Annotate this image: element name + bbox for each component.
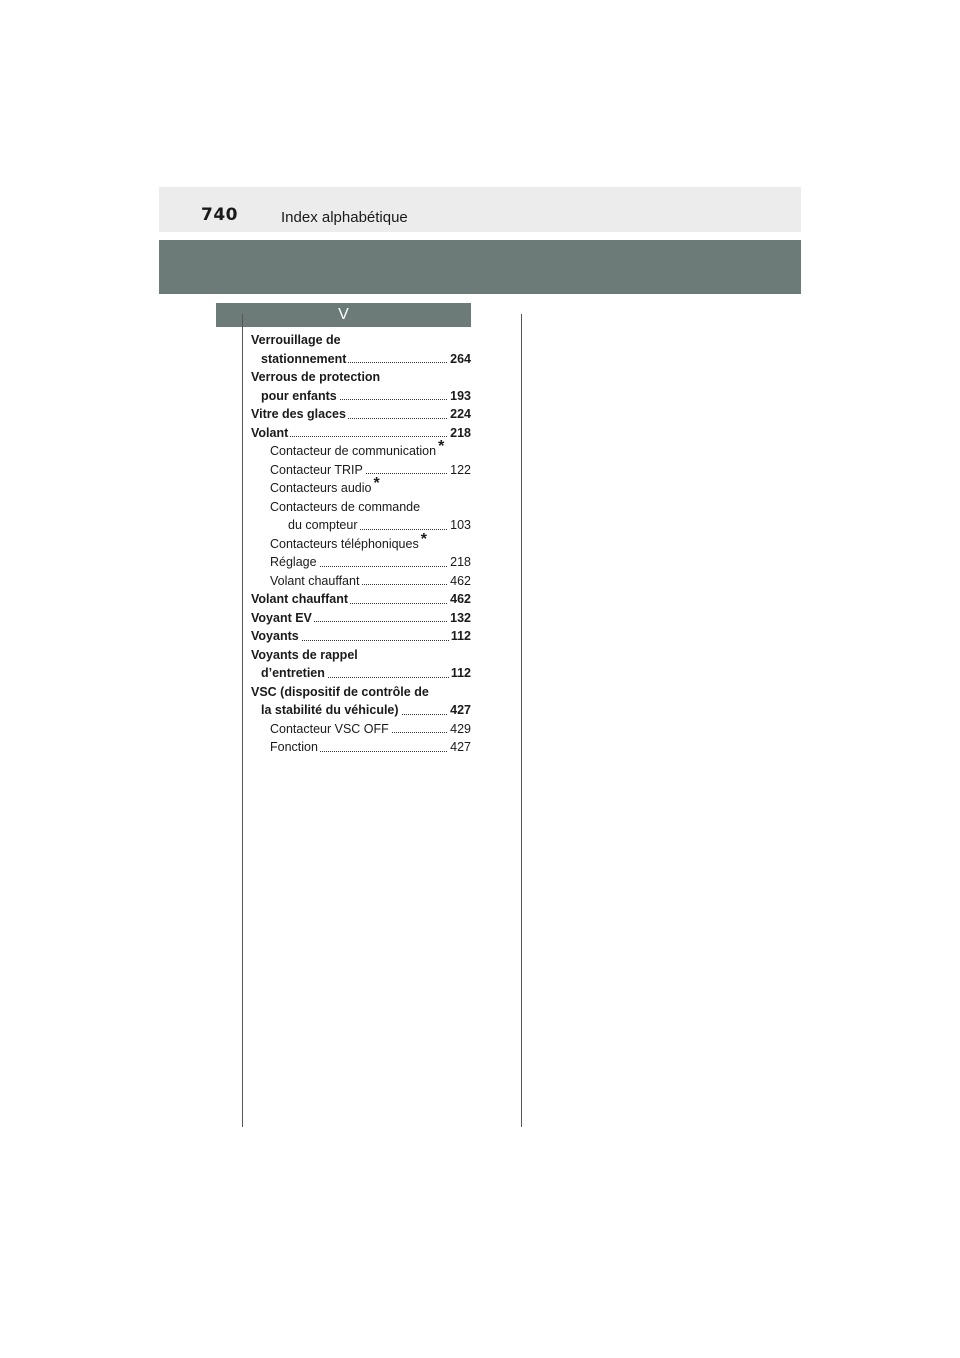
entry-term: Voyant EV xyxy=(251,610,312,625)
entry-term: VSC (dispositif de contrôle de xyxy=(251,684,429,699)
index-subentry xyxy=(251,738,471,757)
entry-term: la stabilité du véhicule) xyxy=(261,703,399,717)
index-entry xyxy=(251,405,471,424)
index-entry xyxy=(251,646,471,665)
index-entry xyxy=(251,590,471,609)
index-subentry xyxy=(251,553,471,572)
entry-page-number: 224 xyxy=(448,405,471,424)
entry-page-number: 218 xyxy=(448,424,471,443)
entry-page-number: 193 xyxy=(448,387,471,406)
entry-term: Réglage xyxy=(270,555,317,569)
index-subentry xyxy=(251,530,471,554)
index-entry xyxy=(251,701,471,720)
entry-page-number: 264 xyxy=(448,350,471,369)
entry-page-number: 122 xyxy=(448,461,471,480)
entry-term: Vitre des glaces xyxy=(251,407,346,421)
entry-page-number: 112 xyxy=(449,627,471,646)
entry-term: Voyants de rappel xyxy=(251,647,358,662)
index-entry xyxy=(251,331,471,350)
entry-page-number: 462 xyxy=(448,572,471,591)
asterisk-icon: * xyxy=(373,475,380,492)
entry-term: Contacteurs téléphoniques xyxy=(270,536,419,551)
index-subentry xyxy=(251,516,471,535)
index-subentry xyxy=(251,475,471,498)
entry-term: Contacteur de communication xyxy=(270,444,437,458)
entry-page-number: 427 xyxy=(448,738,471,757)
index-entry xyxy=(251,683,471,702)
entry-term: Voyants xyxy=(251,629,299,643)
entry-term: pour enfants xyxy=(261,388,337,403)
entry-term: Verrous de protection xyxy=(251,370,381,384)
entry-term: Contacteurs audio xyxy=(270,481,372,495)
entry-term: Volant chauffant xyxy=(251,592,348,606)
entry-term: Contacteur VSC OFF xyxy=(270,721,389,736)
index-subentry xyxy=(251,572,471,591)
index-entry xyxy=(251,350,471,369)
entry-term: Contacteurs de commande xyxy=(270,499,421,514)
entry-page-number: 132 xyxy=(448,609,471,628)
index-entry xyxy=(251,368,471,387)
column-divider-right xyxy=(521,314,522,1127)
entry-page-number: 429 xyxy=(448,720,471,739)
entry-term: Contacteur TRIP xyxy=(270,462,363,477)
index-subentry xyxy=(251,461,471,480)
entry-page-number: 112 xyxy=(449,664,471,683)
index-subentry xyxy=(251,720,471,739)
index-entry xyxy=(251,627,471,646)
entry-page-number: 462 xyxy=(448,590,471,609)
index-entry xyxy=(251,387,471,406)
entry-term: du compteur xyxy=(288,518,358,532)
entry-term: Volant chauffant xyxy=(270,573,360,588)
entry-page-number: 103 xyxy=(448,516,471,535)
index-entry xyxy=(251,609,471,628)
column-divider-left xyxy=(242,314,243,1127)
header-bar xyxy=(159,187,801,232)
page-title: Index alphabétique xyxy=(281,209,408,226)
entry-page-number: 218 xyxy=(448,553,471,572)
entry-page-number: 427 xyxy=(448,701,471,720)
title-band xyxy=(159,240,801,294)
entry-term: d’entretien xyxy=(261,666,325,680)
index-list xyxy=(251,331,471,757)
entry-term: stationnement xyxy=(261,351,347,366)
index-subentry xyxy=(251,438,471,461)
entry-term: Volant xyxy=(251,425,289,440)
asterisk-icon: * xyxy=(438,438,445,455)
index-entry xyxy=(251,664,471,683)
section-letter-heading: V xyxy=(216,303,471,327)
asterisk-icon: * xyxy=(420,530,427,548)
entry-term: Verrouillage de xyxy=(251,333,341,347)
entry-term: Fonction xyxy=(270,740,318,754)
page-number: 740 xyxy=(201,205,238,225)
index-subentry xyxy=(251,498,471,517)
